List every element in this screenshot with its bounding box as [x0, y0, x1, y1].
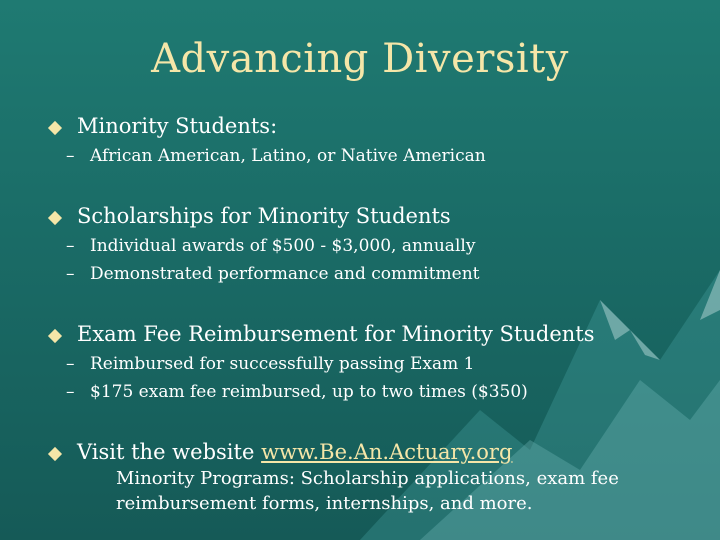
website-link[interactable]: www.Be.An.Actuary.org: [261, 440, 513, 464]
sub-bullet-text: $175 exam fee reimbursed, up to two times ($350): [90, 382, 528, 402]
sub-bullet: [66, 146, 486, 166]
diamond-bullet-icon: [48, 211, 62, 225]
dash-icon: –: [66, 146, 75, 166]
sub-bullet-text: African American, Latino, or Native American: [90, 146, 486, 166]
sub-bullet: [66, 236, 475, 256]
page-title: Advancing Diversity: [151, 36, 569, 82]
sub-bullet-text: Demonstrated performance and commitment: [90, 264, 480, 284]
bullet-label: Exam Fee Reimbursement for Minority Students: [77, 322, 595, 346]
dash-icon: –: [66, 382, 75, 402]
bullet-minority-students: [50, 114, 277, 138]
dash-icon: –: [66, 236, 75, 256]
sub-bullet: [66, 354, 474, 374]
bullet-exam-fee: [50, 322, 595, 346]
bullet-scholarships: [50, 204, 451, 228]
bullet-label: Minority Students:: [77, 114, 278, 138]
sub-bullet-text: Reimbursed for successfully passing Exam 1: [90, 354, 475, 374]
diamond-bullet-icon: [48, 447, 62, 461]
bullet-website: [50, 440, 512, 464]
sub-bullet-text: Individual awards of $500 - $3,000, annually: [90, 236, 476, 256]
sub-bullet: [66, 264, 480, 284]
bullet-label: Visit the website: [77, 440, 262, 464]
dash-icon: –: [66, 354, 75, 374]
bullet-label: Scholarships for Minority Students: [77, 204, 451, 228]
diamond-bullet-icon: [48, 121, 62, 135]
diamond-bullet-icon: [48, 329, 62, 343]
minority-programs-note: Minority Programs: Scholarship applications, exam fee reimbursement forms, internships, and more.: [116, 468, 619, 514]
sub-bullet: [66, 382, 528, 402]
dash-icon: –: [66, 264, 75, 284]
